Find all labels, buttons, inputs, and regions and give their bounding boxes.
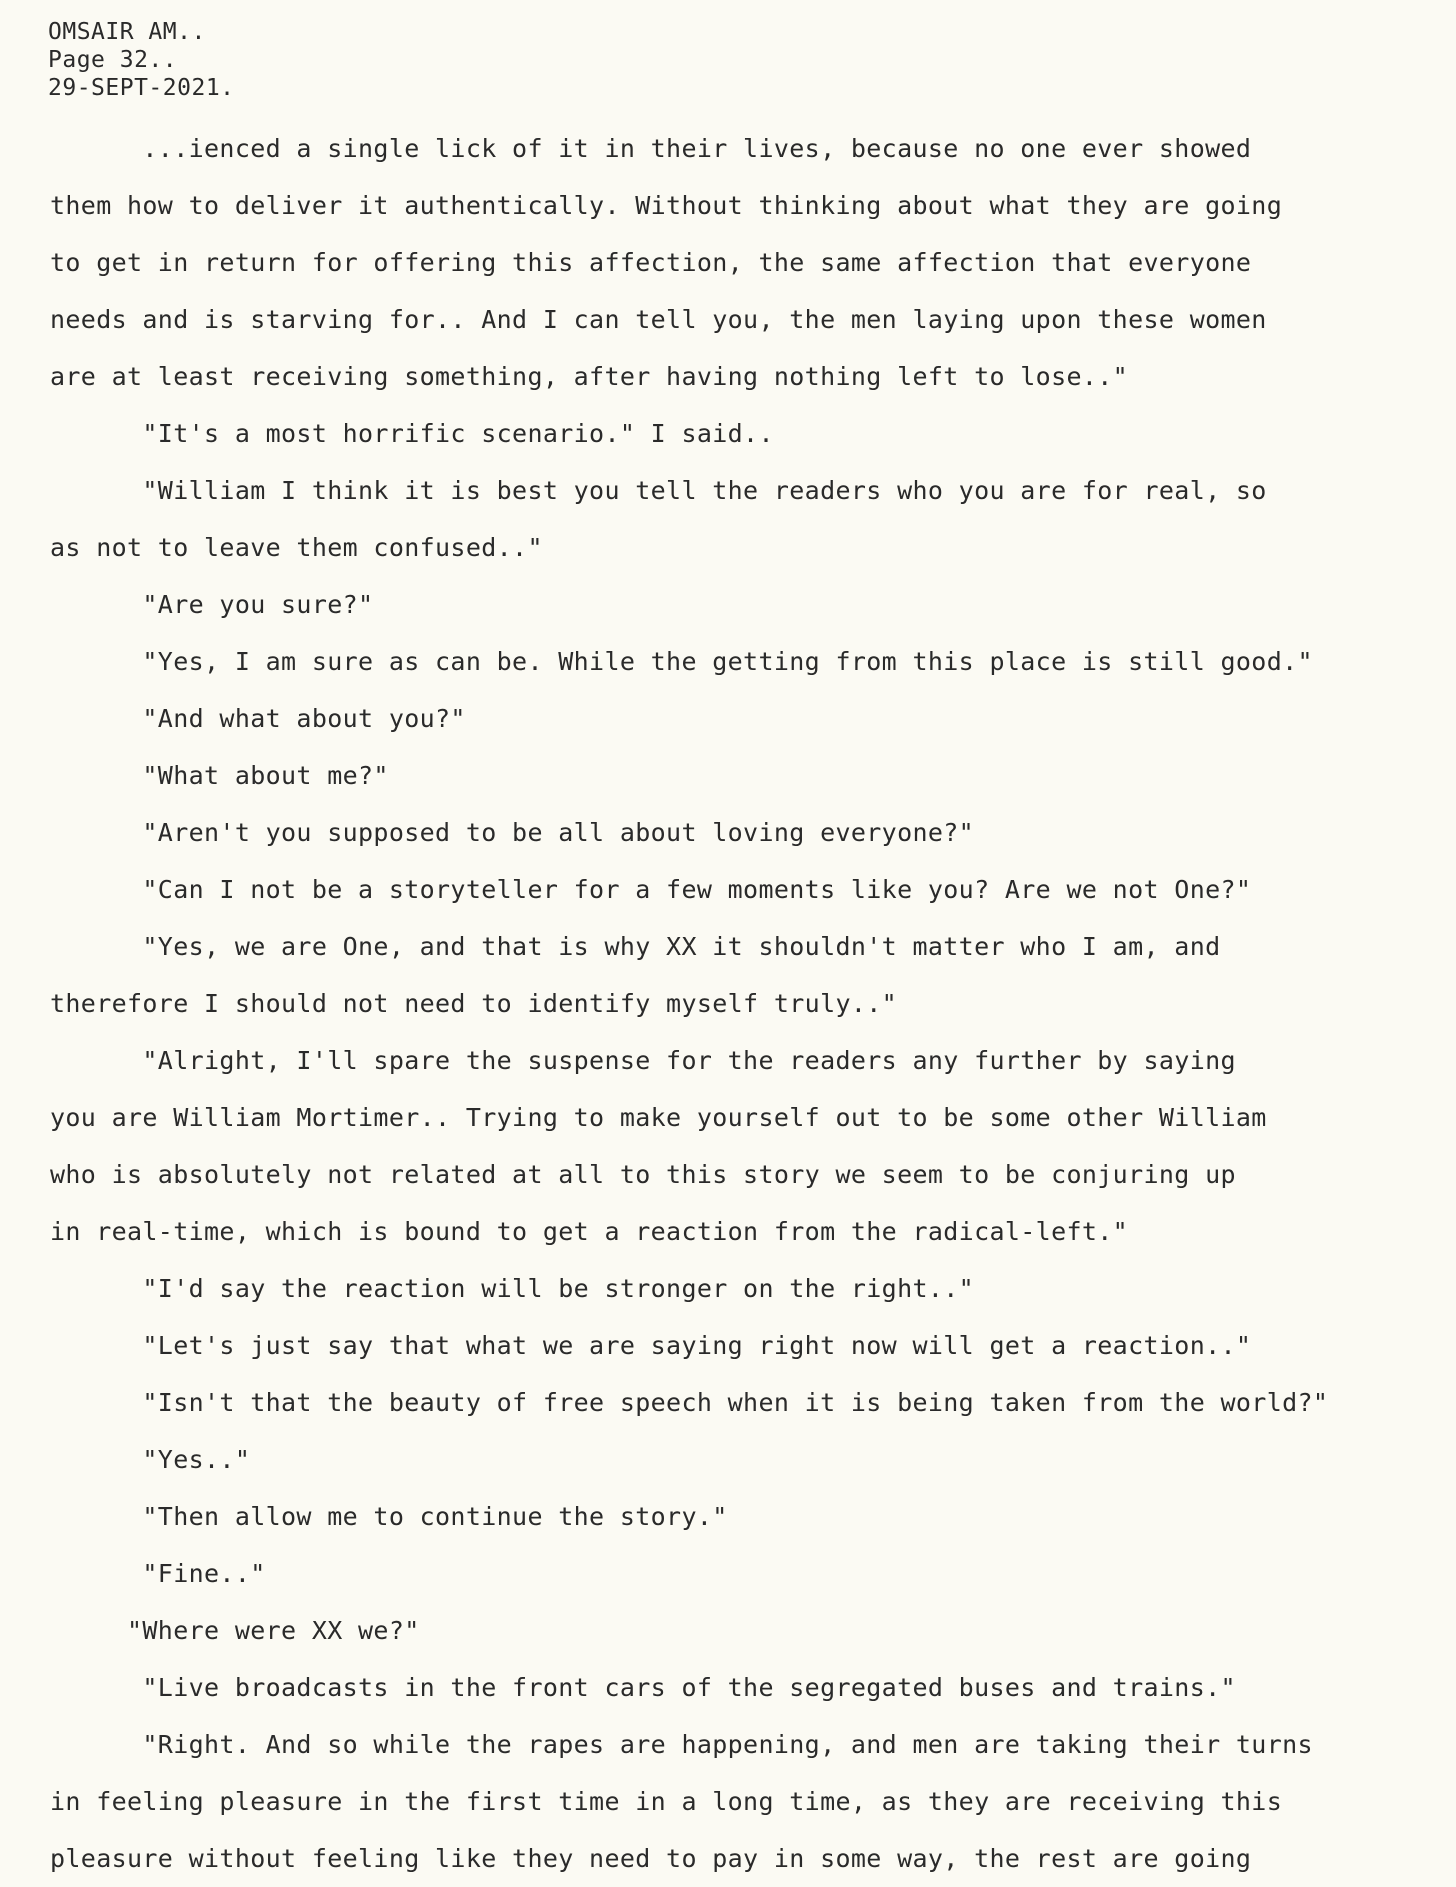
body-text — [50, 120, 1430, 1887]
text-line: "What about me?" — [50, 761, 389, 790]
text-line: therefore I should not need to identify myself truly.." — [50, 989, 898, 1018]
text-line: in feeling pleasure in the first time in a long time, as they are receiving this — [50, 1787, 1283, 1816]
text-line: "William I think it is best you tell the readers who you are for real, so — [50, 476, 1267, 505]
text-line: "Where were XX we?" — [50, 1616, 420, 1645]
text-line: "It's a most horrific scenario." I said.. — [50, 419, 774, 448]
text-line: to get in return for offering this affection, the same affection that everyone — [50, 248, 1252, 277]
text-line: "Can I not be a storyteller for a few moments like you? Are we not One?" — [50, 875, 1252, 904]
text-line: "Live broadcasts in the front cars of the segregated buses and trains." — [50, 1673, 1236, 1702]
page-header — [48, 18, 235, 102]
text-line: "Are you sure?" — [50, 590, 374, 619]
text-line: "Yes, I am sure as can be. While the getting from this place is still good." — [50, 647, 1313, 676]
text-line: needs and is starving for.. And I can tell you, the men laying upon these women — [50, 305, 1267, 334]
text-line: ...ienced a single lick of it in their lives, because no one ever showed — [50, 134, 1252, 163]
text-line: "Right. And so while the rapes are happening, and men are taking their turns — [50, 1730, 1313, 1759]
text-line: "Then allow me to continue the story." — [50, 1502, 728, 1531]
text-line: "Let's just say that what we are saying right now will get a reaction.." — [50, 1331, 1252, 1360]
text-line: "And what about you?" — [50, 704, 466, 733]
text-line: "Isn't that the beauty of free speech when it is being taken from the world?" — [50, 1388, 1329, 1417]
text-line: pleasure without feeling like they need to pay in some way, the rest are going — [50, 1844, 1252, 1873]
header-date: 29-SEPT-2021. — [48, 75, 235, 101]
text-line: "Alright, I'll spare the suspense for the readers any further by saying — [50, 1046, 1236, 1075]
text-line: you are William Mortimer.. Trying to make yourself out to be some other William — [50, 1103, 1267, 1132]
text-line: as not to leave them confused.." — [50, 533, 543, 562]
header-author: OMSAIR AM.. — [48, 19, 206, 45]
text-line: who is absolutely not related at all to this story we seem to be conjuring up — [50, 1160, 1236, 1189]
text-line: are at least receiving something, after having nothing left to lose.." — [50, 362, 1129, 391]
text-line: "Fine.." — [50, 1559, 266, 1588]
text-line: "I'd say the reaction will be stronger on the right.." — [50, 1274, 975, 1303]
text-line: "Yes.." — [50, 1445, 251, 1474]
text-line: "Aren't you supposed to be all about loving everyone?" — [50, 818, 975, 847]
text-line: them how to deliver it authentically. Without thinking about what they are going — [50, 191, 1283, 220]
header-page-number: Page 32.. — [48, 47, 178, 73]
text-line: "Yes, we are One, and that is why XX it shouldn't matter who I am, and — [50, 932, 1221, 961]
text-line: in real-time, which is bound to get a reaction from the radical-left." — [50, 1217, 1129, 1246]
